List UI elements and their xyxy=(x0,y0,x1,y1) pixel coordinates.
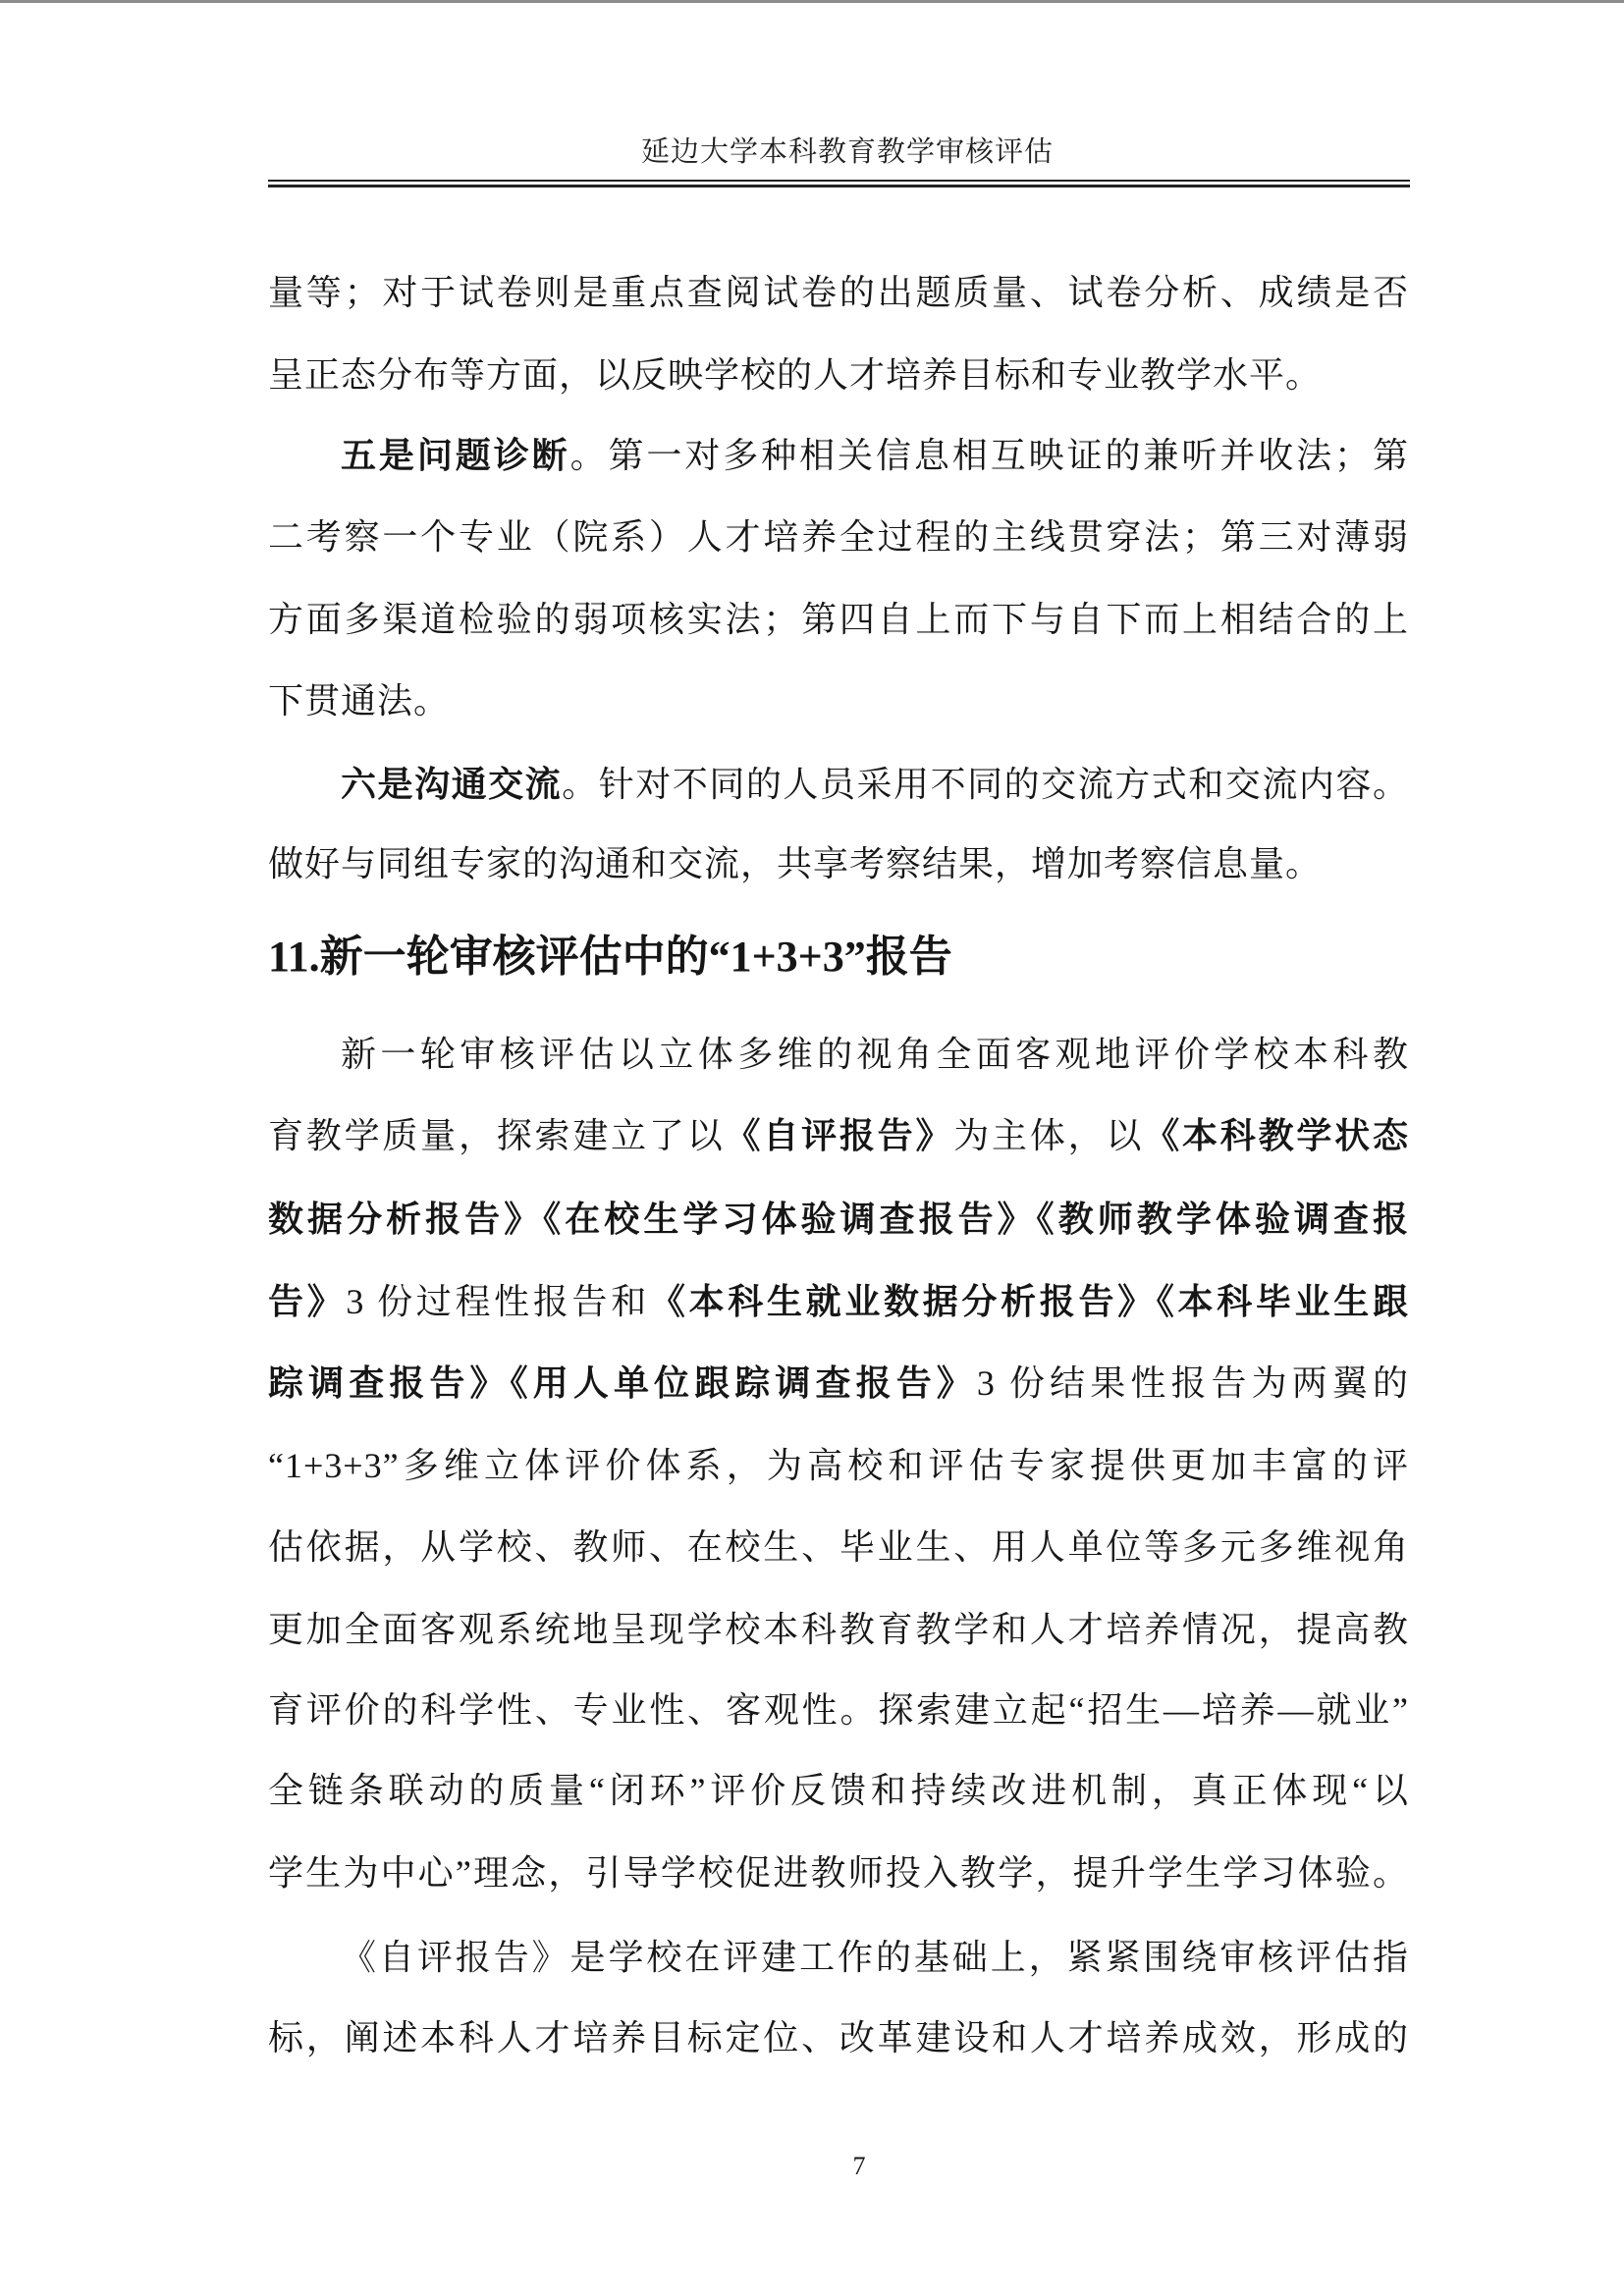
body-line xyxy=(268,1843,1409,1902)
bold-text: 《自评报告》 xyxy=(725,1116,954,1155)
body-line xyxy=(268,1928,1409,1987)
heading-text: 报告 xyxy=(865,932,952,982)
body-line xyxy=(268,671,1409,730)
body-line xyxy=(268,426,1409,485)
body-line xyxy=(268,590,1409,649)
body-line xyxy=(268,1436,1409,1495)
text-segment: 育评价的科学性、专业性、客观性。探索建立起“招生—培养—就业” xyxy=(268,1690,1409,1730)
body-line xyxy=(268,507,1409,566)
text-segment: 。第一对多种相关信息相互映证的兼听并收法；第 xyxy=(569,436,1409,475)
bold-lead-text: 六是沟通交流 xyxy=(341,765,563,804)
text-segment: 为主体，以 xyxy=(953,1116,1145,1155)
bold-text: 《本科生就业数据分析报告》《本科毕业生跟 xyxy=(649,1282,1409,1321)
heading-number: 11. xyxy=(268,933,320,981)
body-line xyxy=(268,1518,1409,1576)
body-line xyxy=(268,1600,1409,1659)
text-segment: 《自评报告》是学校在评建工作的基础上，紧紧围绕审核评估指 xyxy=(341,1938,1409,1977)
body-line xyxy=(268,755,1409,814)
body-line xyxy=(268,1272,1409,1331)
text-segment: 估依据，从学校、教师、在校生、毕业生、用人单位等多元多维视角 xyxy=(268,1527,1409,1567)
text-segment: 。针对不同的人员采用不同的交流方式和交流内容。 xyxy=(562,765,1409,804)
section-heading xyxy=(268,923,952,991)
body-line xyxy=(268,1354,1409,1413)
body-line xyxy=(268,2008,1409,2067)
text-segment: 学生为中心”理念，引导学校促进教师投入教学，提升学生学习体验。 xyxy=(268,1853,1409,1893)
page-number: 7 xyxy=(852,2152,866,2180)
text-segment: 量等；对于试卷则是重点查阅试卷的出题质量、试卷分析、成绩是否 xyxy=(268,273,1409,312)
body-line xyxy=(268,263,1409,322)
bold-lead-text: 五是问题诊断 xyxy=(341,436,570,475)
body-line xyxy=(268,1106,1409,1165)
heading-quoted-text: “1+3+3” xyxy=(708,933,866,981)
bold-text: 数据分析报告》《在校生学习体验调查报告》《教师教学体验调查报 xyxy=(268,1200,1409,1239)
text-segment: 方面多渠道检验的弱项核实法；第四自上而下与自下而上相结合的上 xyxy=(268,600,1409,639)
body-line xyxy=(268,346,1409,404)
text-segment: 做好与同组专家的沟通和交流，共享考察结果，增加考察信息量。 xyxy=(268,844,1323,883)
text-segment: 更加全面客观系统地呈现学校本科教育教学和人才培养情况，提高教 xyxy=(268,1610,1409,1649)
body-line xyxy=(268,1190,1409,1249)
text-segment: 呈正态分布等方面，以反映学校的人才培养目标和专业教学水平。 xyxy=(268,355,1323,395)
text-segment: 新一轮审核评估以立体多维的视角全面客观地评价学校本科教 xyxy=(341,1035,1409,1074)
bold-text: 告》 xyxy=(268,1282,347,1321)
text-segment: 二考察一个专业（院系）人才培养全过程的主线贯穿法；第三对薄弱 xyxy=(268,517,1409,557)
text-segment: 3 份过程性报告和 xyxy=(346,1282,650,1321)
scan-top-edge xyxy=(0,0,1624,3)
body-line xyxy=(268,834,1409,893)
text-segment: 全链条联动的质量“闭环”评价反馈和持续改进机制，真正体现“以 xyxy=(268,1771,1409,1810)
body-line xyxy=(268,1761,1409,1820)
header-rule-thick xyxy=(268,185,1410,187)
text-segment: 下贯通法。 xyxy=(268,681,451,721)
text-segment: 育教学质量，探索建立了以 xyxy=(268,1116,726,1155)
running-header: 延边大学本科教育教学审核评估 xyxy=(640,136,1054,168)
body-line xyxy=(268,1025,1409,1084)
text-segment: 3 份结果性报告为两翼的 xyxy=(976,1363,1409,1403)
body-line xyxy=(268,1681,1409,1739)
bold-text: 《本科教学状态 xyxy=(1144,1116,1409,1155)
heading-text: 新一轮审核评估中的 xyxy=(319,932,709,982)
text-segment: “1+3+3”多维立体评价体系，为高校和评估专家提供更加丰富的评 xyxy=(268,1446,1409,1485)
text-segment: 标，阐述本科人才培养目标定位、改革建设和人才培养成效，形成的 xyxy=(268,2018,1409,2057)
bold-text: 踪调查报告》《用人单位跟踪调查报告》 xyxy=(268,1363,977,1403)
header-rule-thin xyxy=(268,180,1410,182)
